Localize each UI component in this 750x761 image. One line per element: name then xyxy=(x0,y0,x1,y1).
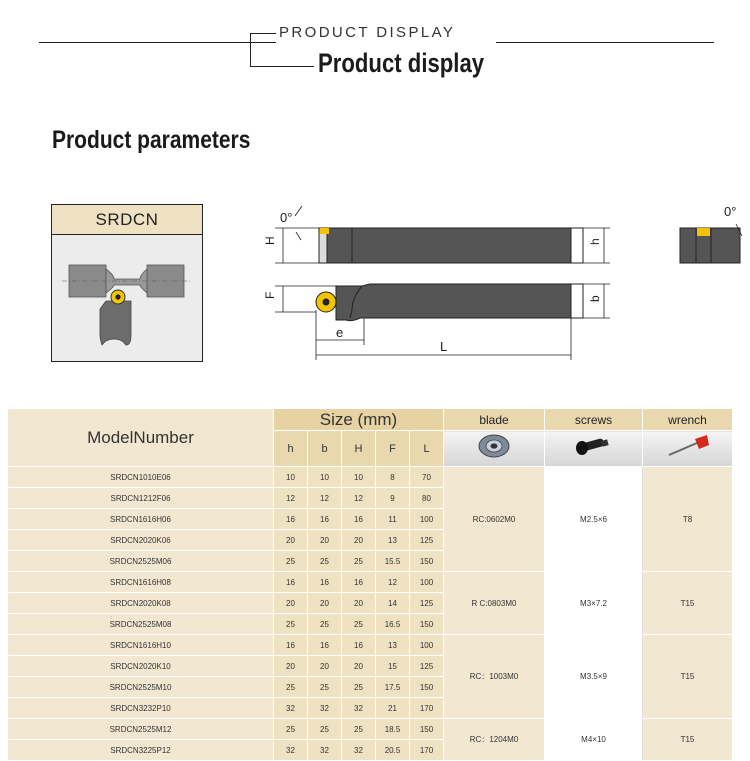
dim-cell: 12 xyxy=(342,488,376,509)
dim-cell: 125 xyxy=(410,593,444,614)
dim-cell: 12 xyxy=(308,488,342,509)
dim-cell: 25 xyxy=(308,677,342,698)
dim-cell: 150 xyxy=(410,614,444,635)
blade-cell: RC：1204M0 xyxy=(444,719,545,761)
table-row xyxy=(8,572,733,593)
blade-cell: RC：1003M0 xyxy=(444,635,545,719)
dim-H-label: H xyxy=(263,236,277,245)
dim-cell: 18.5 xyxy=(376,719,410,740)
dim-cell: 125 xyxy=(410,530,444,551)
dim-cell: 15.5 xyxy=(376,551,410,572)
dim-cell: 100 xyxy=(410,509,444,530)
model-cell: SRDCN1212F06 xyxy=(8,488,274,509)
model-cell: SRDCN1616H10 xyxy=(8,635,274,656)
dim-cell: 16 xyxy=(308,572,342,593)
header-bracket-top xyxy=(250,33,276,34)
header-rule-right xyxy=(496,42,714,43)
dim-cell: 20 xyxy=(274,593,308,614)
dim-cell: 11 xyxy=(376,509,410,530)
model-cell: SRDCN2525M06 xyxy=(8,551,274,572)
blade-header: blade xyxy=(444,409,545,431)
dim-cell: 21 xyxy=(376,698,410,719)
spec-table xyxy=(7,408,733,761)
dim-cell: 25 xyxy=(308,614,342,635)
dim-cell: 20 xyxy=(308,656,342,677)
dim-cell: 32 xyxy=(274,740,308,761)
header-rule-left xyxy=(39,42,276,43)
blade-cell: R C:0803M0 xyxy=(444,572,545,635)
dim-cell: 15 xyxy=(376,656,410,677)
dim-cell: 20 xyxy=(274,656,308,677)
dim-cell: 20 xyxy=(308,593,342,614)
screws-header: screws xyxy=(545,409,643,431)
wrench-header: wrench xyxy=(643,409,733,431)
dim-cell: 70 xyxy=(410,467,444,488)
dim-cell: 25 xyxy=(274,614,308,635)
table-row xyxy=(8,719,733,740)
col-h: h xyxy=(274,431,308,467)
wrench-cell: T15 xyxy=(643,635,733,719)
dim-F-label: F xyxy=(263,291,277,299)
size-header: Size (mm) xyxy=(274,409,444,431)
header-kicker: PRODUCT DISPLAY xyxy=(279,24,456,41)
screw-cell: M2.5×6 xyxy=(545,467,643,572)
screw-cell: M3×7.2 xyxy=(545,572,643,635)
wrench-cell: T15 xyxy=(643,572,733,635)
dim-cell: 32 xyxy=(308,698,342,719)
dim-cell: 25 xyxy=(274,677,308,698)
dim-cell: 16 xyxy=(308,635,342,656)
technical-drawing xyxy=(0,190,750,390)
screw-icon xyxy=(545,431,643,467)
dim-cell: 25 xyxy=(274,719,308,740)
col-F: F xyxy=(376,431,410,467)
dim-cell: 20 xyxy=(342,530,376,551)
model-cell: SRDCN2525M12 xyxy=(8,719,274,740)
dim-cell: 25 xyxy=(342,614,376,635)
dim-cell: 10 xyxy=(274,467,308,488)
header-bracket-side xyxy=(250,33,251,67)
dim-cell: 125 xyxy=(410,656,444,677)
dim-cell: 32 xyxy=(308,740,342,761)
dim-cell: 80 xyxy=(410,488,444,509)
dim-cell: 25 xyxy=(274,551,308,572)
header-bracket-bottom xyxy=(250,66,314,67)
model-header: ModelNumber xyxy=(8,409,274,467)
dim-e-label: e xyxy=(336,325,344,340)
dim-cell: 20 xyxy=(342,656,376,677)
dim-cell: 20 xyxy=(308,530,342,551)
wrench-icon xyxy=(643,431,733,467)
model-cell: SRDCN1616H06 xyxy=(8,509,274,530)
dim-cell: 170 xyxy=(410,740,444,761)
dim-cell: 25 xyxy=(342,551,376,572)
product-card-label: SRDCN xyxy=(52,205,202,235)
dim-cell: 10 xyxy=(342,467,376,488)
screw-cell: M3.5×9 xyxy=(545,635,643,719)
dim-cell: 20 xyxy=(342,593,376,614)
model-cell: SRDCN2525M08 xyxy=(8,614,274,635)
dim-cell: 16 xyxy=(274,509,308,530)
model-cell: SRDCN2020K06 xyxy=(8,530,274,551)
section-title: Product parameters xyxy=(52,126,251,154)
dim-cell: 100 xyxy=(410,635,444,656)
dim-cell: 13 xyxy=(376,530,410,551)
dim-cell: 150 xyxy=(410,677,444,698)
dim-cell: 16.5 xyxy=(376,614,410,635)
dim-cell: 17.5 xyxy=(376,677,410,698)
dim-cell: 20 xyxy=(274,530,308,551)
dim-cell: 16 xyxy=(342,509,376,530)
table-row xyxy=(8,635,733,656)
blade-insert-icon xyxy=(444,431,545,467)
angle-end-label: 0° xyxy=(724,204,737,219)
col-H: H xyxy=(342,431,376,467)
dim-cell: 150 xyxy=(410,719,444,740)
dim-cell: 100 xyxy=(410,572,444,593)
dim-cell: 25 xyxy=(342,677,376,698)
dim-b-label: b xyxy=(588,295,602,302)
dim-cell: 25 xyxy=(308,551,342,572)
model-cell: SRDCN2020K10 xyxy=(8,656,274,677)
dim-cell: 16 xyxy=(342,572,376,593)
dim-cell: 25 xyxy=(308,719,342,740)
dim-cell: 16 xyxy=(342,635,376,656)
blade-cell: RC:0602M0 xyxy=(444,467,545,572)
dim-cell: 32 xyxy=(342,740,376,761)
dim-L-label: L xyxy=(440,339,448,354)
col-b: b xyxy=(308,431,342,467)
table-row xyxy=(8,467,733,488)
screw-cell: M4×10 xyxy=(545,719,643,761)
dim-cell: 14 xyxy=(376,593,410,614)
model-cell: SRDCN3225P12 xyxy=(8,740,274,761)
model-cell: SRDCN1616H08 xyxy=(8,572,274,593)
dim-cell: 150 xyxy=(410,551,444,572)
wrench-cell: T8 xyxy=(643,467,733,572)
model-cell: SRDCN3232P10 xyxy=(8,698,274,719)
dim-h-label: h xyxy=(588,238,602,245)
model-cell: SRDCN2020K08 xyxy=(8,593,274,614)
dim-cell: 20.5 xyxy=(376,740,410,761)
model-cell: SRDCN2525M10 xyxy=(8,677,274,698)
angle-side-label: 0° xyxy=(280,210,293,225)
dim-cell: 8 xyxy=(376,467,410,488)
dim-cell: 16 xyxy=(308,509,342,530)
model-cell: SRDCN1010E06 xyxy=(8,467,274,488)
col-L: L xyxy=(410,431,444,467)
dim-cell: 12 xyxy=(274,488,308,509)
dim-cell: 16 xyxy=(274,635,308,656)
dim-cell: 32 xyxy=(342,698,376,719)
wrench-cell: T15 xyxy=(643,719,733,761)
dim-cell: 10 xyxy=(308,467,342,488)
dim-cell: 9 xyxy=(376,488,410,509)
header-subtitle: Product display xyxy=(318,48,485,78)
dim-cell: 12 xyxy=(376,572,410,593)
dim-cell: 16 xyxy=(274,572,308,593)
dim-cell: 25 xyxy=(342,719,376,740)
dim-cell: 13 xyxy=(376,635,410,656)
dim-cell: 32 xyxy=(274,698,308,719)
dim-cell: 170 xyxy=(410,698,444,719)
